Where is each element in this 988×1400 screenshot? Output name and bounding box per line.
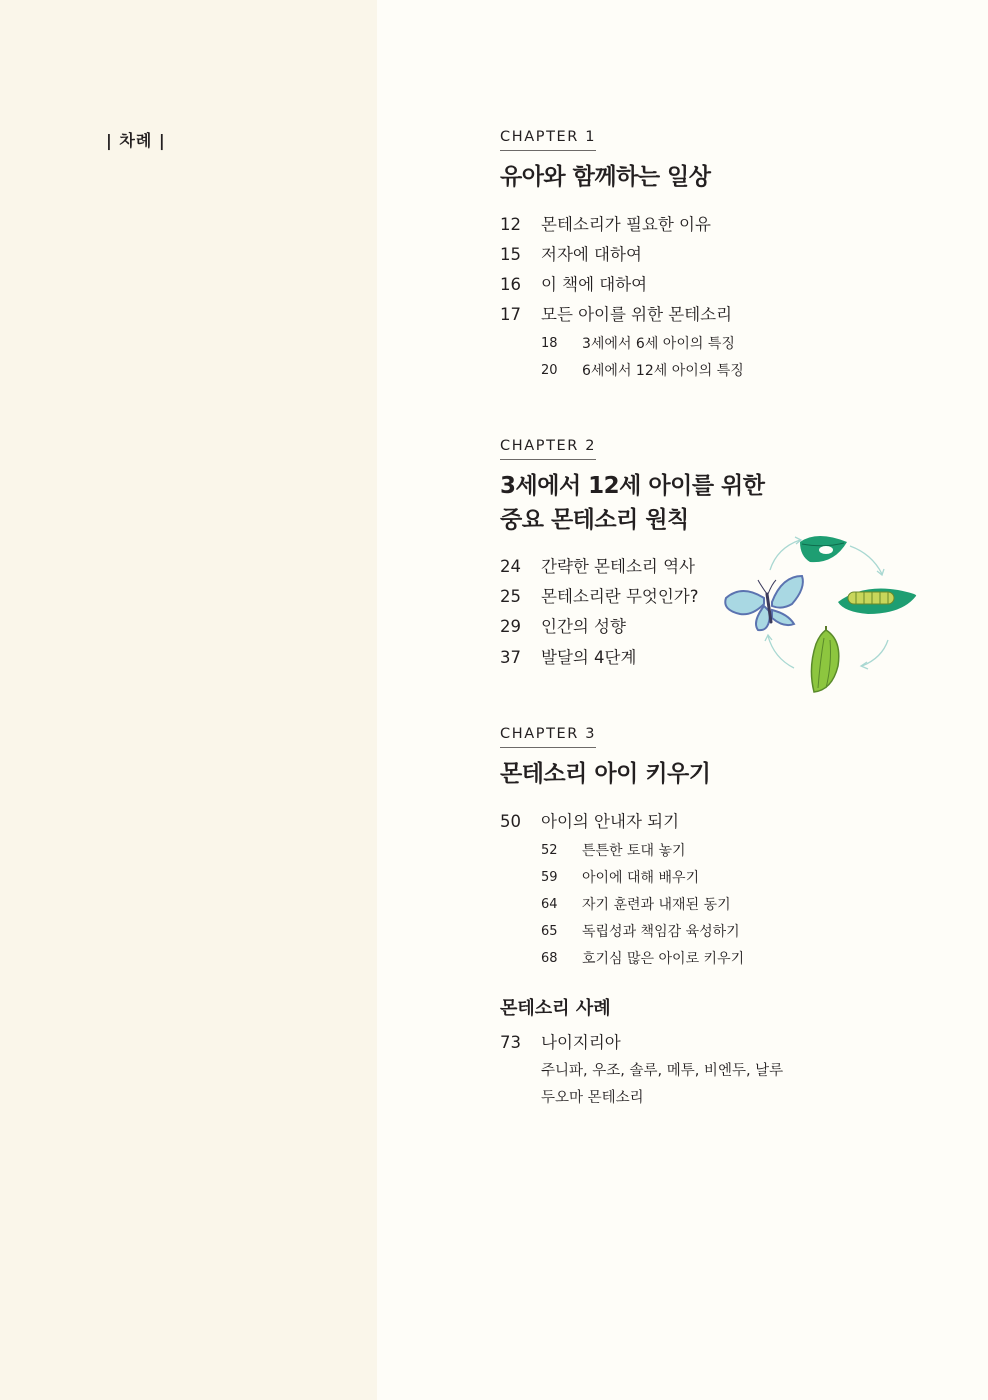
toc-entry[interactable] (500, 617, 626, 637)
toc-entry[interactable] (500, 245, 642, 265)
toc-subentry[interactable] (541, 923, 740, 941)
toc-subentry[interactable] (541, 362, 744, 380)
page-number: 68 (541, 951, 558, 966)
chapter-1-tag: CHAPTER 1 (500, 130, 596, 151)
page-number: 16 (500, 275, 521, 294)
cases-section-title: 몬테소리 사례 (500, 998, 611, 1019)
chapter-2-title-line-2: 중요 몬테소리 원칙 (500, 507, 689, 533)
entry-title: 아이의 안내자 되기 (541, 812, 680, 831)
case-note-line-2: 두오마 몬테소리 (541, 1090, 644, 1106)
toc-entry[interactable] (500, 648, 636, 668)
toc-subentry[interactable] (541, 896, 731, 914)
chapter-2-tag: CHAPTER 2 (500, 439, 596, 460)
entry-title: 아이에 대해 배우기 (582, 870, 700, 886)
toc-entry[interactable] (500, 557, 695, 577)
page-number: 50 (500, 812, 521, 831)
entry-title: 6세에서 12세 아이의 특징 (582, 363, 744, 379)
toc-entry[interactable] (500, 587, 698, 607)
toc-subentry[interactable] (541, 869, 699, 887)
leaf-icon (800, 536, 847, 562)
chapter-3-tag: CHAPTER 3 (500, 727, 596, 748)
toc-subentry[interactable] (541, 950, 744, 968)
page-number: 29 (500, 617, 521, 636)
entry-title: 저자에 대하여 (541, 245, 642, 264)
toc-entry[interactable] (500, 215, 711, 235)
toc-content (500, 0, 970, 1400)
entry-title: 이 책에 대하여 (541, 275, 648, 294)
chapter-3-title: 몬테소리 아이 키우기 (500, 761, 711, 787)
toc-entry[interactable] (500, 305, 732, 325)
case-note-line-1: 주니파, 우조, 솔루, 메투, 비엔두, 날루 (541, 1063, 784, 1079)
entry-title: 몬테소리가 필요한 이유 (541, 215, 711, 234)
chapter-1-title: 유아와 함께하는 일상 (500, 164, 711, 190)
page-number: 24 (500, 557, 521, 576)
page-number: 20 (541, 363, 558, 378)
left-margin-panel (0, 0, 377, 1400)
entry-title: 튼튼한 토대 놓기 (582, 843, 686, 859)
toc-subentry[interactable] (541, 842, 686, 860)
page-number: 73 (500, 1033, 521, 1052)
page-number: 12 (500, 215, 521, 234)
toc-entry[interactable] (500, 812, 679, 832)
entry-title: 인간의 성향 (541, 617, 626, 636)
toc-entry[interactable] (500, 275, 647, 295)
entry-title: 몬테소리란 무엇인가? (541, 587, 699, 606)
butterfly-icon (725, 576, 803, 630)
toc-subentry[interactable] (541, 335, 735, 353)
page-number: 52 (541, 843, 558, 858)
entry-title: 호기심 많은 아이로 키우기 (582, 951, 745, 967)
page-number: 64 (541, 897, 558, 912)
toc-label: | 차례 | (106, 131, 166, 150)
page-number: 18 (541, 336, 558, 351)
entry-title: 나이지리아 (541, 1033, 621, 1052)
page-number: 15 (500, 245, 521, 264)
entry-title: 발달의 4단계 (541, 648, 637, 667)
entry-title: 모든 아이를 위한 몬테소리 (541, 305, 733, 324)
page-number: 17 (500, 305, 521, 324)
page-number: 25 (500, 587, 521, 606)
entry-title: 간략한 몬테소리 역사 (541, 557, 695, 576)
chapter-2-title-line-1: 3세에서 12세 아이를 위한 (500, 473, 765, 499)
entry-title: 독립성과 책임감 육성하기 (582, 924, 740, 940)
life-cycle-illustration (722, 528, 922, 698)
page-number: 59 (541, 870, 558, 885)
entry-title: 3세에서 6세 아이의 특징 (582, 336, 735, 352)
caterpillar-icon (838, 589, 916, 615)
chrysalis-icon (811, 626, 838, 692)
entry-title: 자기 훈련과 내재된 동기 (582, 897, 731, 913)
page-number: 65 (541, 924, 558, 939)
page-number: 37 (500, 648, 521, 667)
toc-entry[interactable] (500, 1033, 621, 1053)
